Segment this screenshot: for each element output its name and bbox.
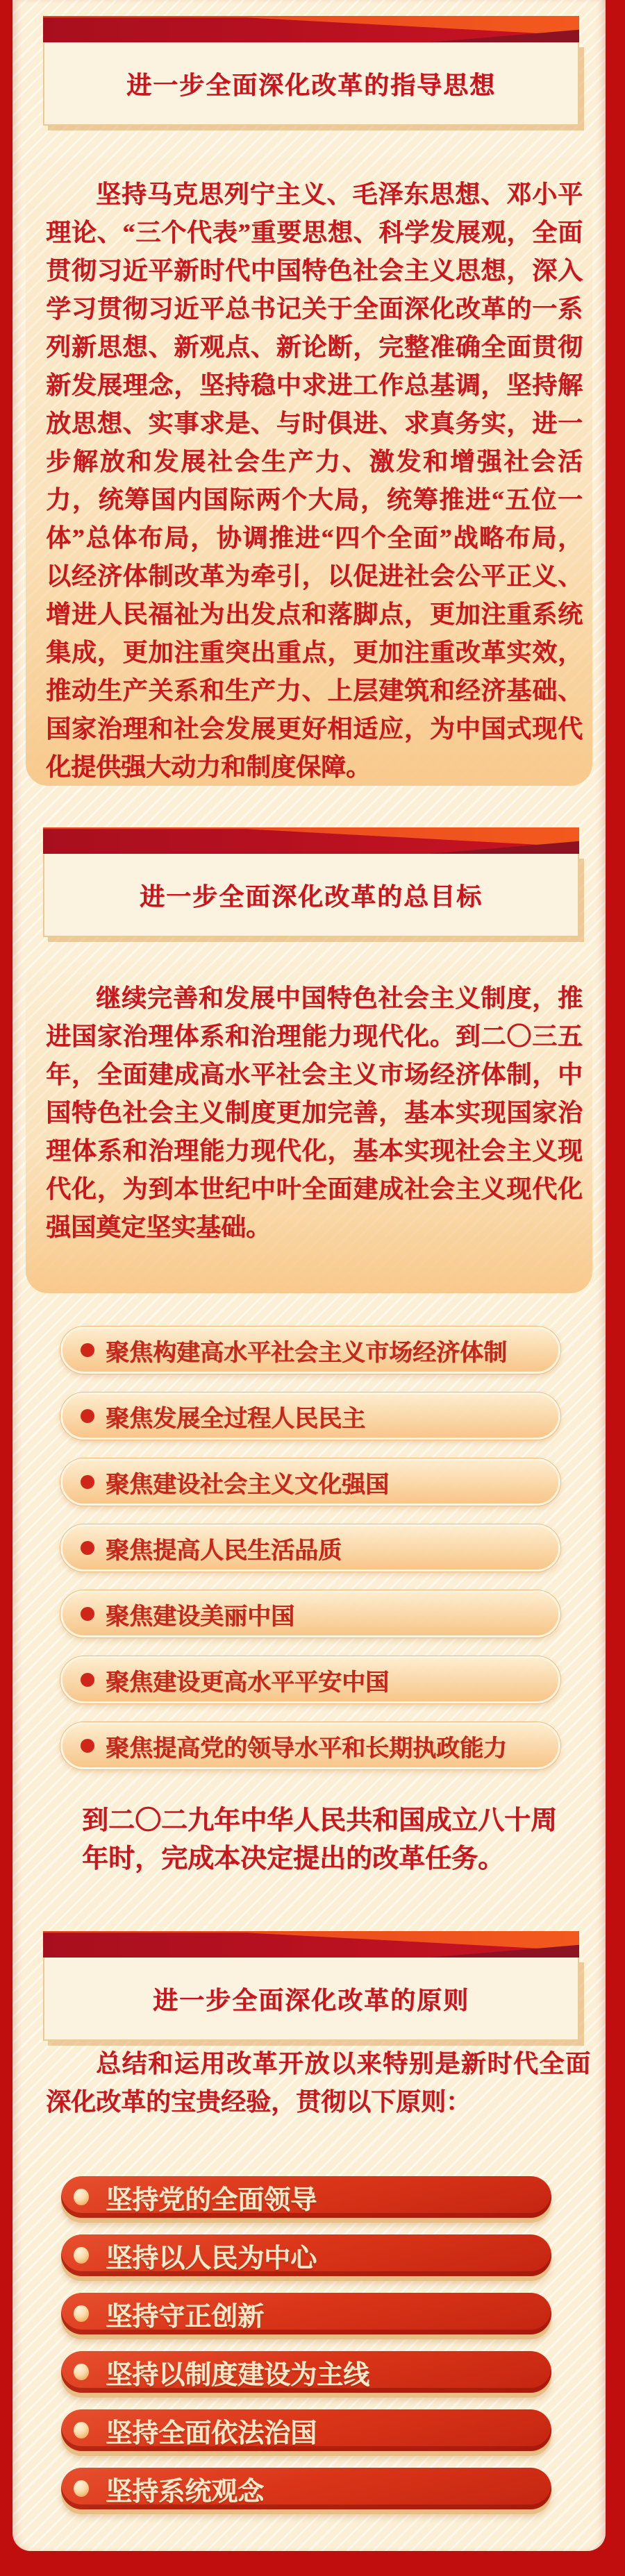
- header-banner-decoration: [43, 827, 579, 854]
- header-card-body: [43, 1958, 579, 2041]
- principle-label: 坚持守正创新: [106, 2302, 265, 2332]
- principle-item: [61, 2409, 551, 2451]
- goal-label: 聚焦建设美丽中国: [106, 1603, 294, 1630]
- goal-label: 聚焦提高党的领导水平和长期执政能力: [106, 1735, 507, 1762]
- deadline-note: 到二〇二九年中华人民共和国成立八十周年时，完成本决定提出的改革任务。: [82, 1806, 558, 1874]
- principle-item: [61, 2234, 551, 2276]
- goal-label: 聚焦发展全过程人民民主: [106, 1406, 365, 1432]
- paragraph-panel-guiding-ideology: [26, 158, 592, 786]
- paragraph-text: 总结和运用改革开放以来特别是新时代全面深化改革的宝贵经验，贯彻以下原则：: [46, 2050, 590, 2116]
- bullet-dot-icon: [74, 2422, 89, 2439]
- bullet-dot-icon: [74, 2364, 89, 2380]
- principle-label: 坚持系统观念: [106, 2477, 265, 2507]
- goal-item: [60, 1590, 560, 1638]
- principle-item: [61, 2293, 551, 2334]
- bullet-dot-icon: [74, 2189, 89, 2205]
- section-title: 进一步全面深化改革的指导思想: [126, 71, 496, 99]
- header-card-overall-goal: [43, 827, 579, 937]
- bullet-dot-icon: [81, 1409, 94, 1423]
- principle-label: 坚持全面依法治国: [106, 2418, 317, 2448]
- bullet-dot-icon: [81, 1475, 94, 1489]
- goal-label: 聚焦提高人民生活品质: [106, 1538, 342, 1564]
- bullet-dot-icon: [81, 1607, 94, 1621]
- bullet-dot-icon: [74, 2480, 89, 2497]
- goal-item: [60, 1327, 560, 1374]
- paragraph-text: 继续完善和发展中国特色社会主义制度，推进国家治理体系和治理能力现代化。到二〇三五年，全面建成高水平社会主义市场经济体制，中国特色社会主义制度更加完善，基本实现国家治理体系和治理能力现代化，基本实现社会主义现代化，为到本世纪中叶全面建成社会主义现代化强国奠定坚实基础。: [46, 984, 583, 1241]
- goal-label: 聚焦构建高水平社会主义市场经济体制: [106, 1340, 507, 1366]
- bullet-dot-icon: [74, 2247, 89, 2264]
- principle-item: [61, 2176, 551, 2218]
- header-card-body: [43, 854, 579, 937]
- header-banner-decoration: [43, 16, 579, 42]
- goal-label: 聚焦建设更高水平平安中国: [106, 1669, 389, 1696]
- principle-item: [61, 2351, 551, 2393]
- goal-item: [60, 1458, 560, 1506]
- bullet-dot-icon: [81, 1343, 94, 1357]
- paragraph-text: 坚持马克思列宁主义、毛泽东思想、邓小平理论、“三个代表”重要思想、科学发展观，全面贯彻习近平新时代中国特色社会主义思想，深入学习贯彻习近平总书记关于全面深化改革的一系列新思想、新观点、新论断，完整准确全面贯彻新发展理念，坚持稳中求进工作总基调，坚持解放思想、实事求是、与时俱进、求真务实，进一步解放和发展社会生产力、激发和增强社会活力，统筹国内国际两个大局，统筹推进“五位一体”总体布局，协调推进“四个全面”战略布局，以经济体制改革为牵引，以促进社会公平正义、增进人民福祉为出发点和落脚点，更加注重系统集成，更加注重突出重点，更加注重改革实效，推动生产关系和生产力、上层建筑和经济基础、国家治理和社会发展更好相适应，为中国式现代化提供强大动力和制度保障。: [46, 180, 583, 781]
- goals-list: [60, 1327, 560, 1769]
- goal-item: [60, 1722, 560, 1769]
- section-title: 进一步全面深化改革的总目标: [139, 882, 483, 911]
- content-area: [12, 0, 606, 2551]
- principles-list: [61, 2176, 551, 2509]
- principle-label: 坚持党的全面领导: [106, 2185, 317, 2215]
- bullet-dot-icon: [81, 1739, 94, 1753]
- section-title: 进一步全面深化改革的原则: [152, 1986, 469, 2014]
- header-card-guiding-ideology: [43, 16, 579, 126]
- goal-item: [60, 1392, 560, 1440]
- header-card-principles: [43, 1931, 579, 2041]
- goal-item: [60, 1524, 560, 1572]
- goal-item: [60, 1656, 560, 1703]
- bullet-dot-icon: [81, 1541, 94, 1555]
- goal-label: 聚焦建设社会主义文化强国: [106, 1472, 389, 1498]
- principle-item: [61, 2468, 551, 2509]
- header-card-body: [43, 42, 579, 126]
- header-banner-decoration: [43, 1931, 579, 1958]
- bullet-dot-icon: [74, 2305, 89, 2322]
- principle-label: 坚持以制度建设为主线: [106, 2360, 370, 2390]
- bullet-dot-icon: [81, 1673, 94, 1687]
- paragraph-panel-overall-goal: [26, 961, 592, 1293]
- principle-label: 坚持以人民为中心: [106, 2244, 317, 2273]
